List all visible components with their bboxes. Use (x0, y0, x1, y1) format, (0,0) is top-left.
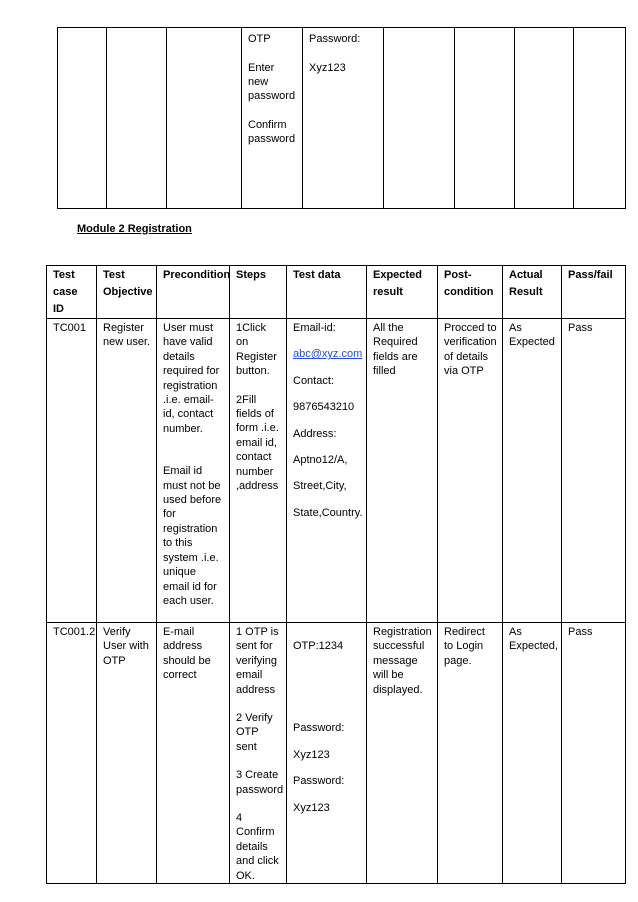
contact-label: Contact: (293, 374, 334, 387)
cell-expected-result: Registration successful message will be displayed. (367, 623, 438, 884)
cont-cell (107, 28, 167, 209)
table-header-row (47, 266, 626, 319)
cont-cell (515, 28, 574, 209)
cell-precondition: E-mail address should be correct (157, 623, 230, 884)
header-precondition: Precondition (157, 266, 230, 319)
table-row (47, 623, 626, 884)
address-label: Address: (293, 427, 337, 440)
cell-test-case-id: TC001 (47, 319, 97, 623)
header-actual-result: Actual Result (503, 266, 562, 319)
header-expected-result: Expected result (367, 266, 438, 319)
cell-expected-result: All the Required fields are filled (367, 319, 438, 623)
header-post-condition: Post- condition (438, 266, 503, 319)
test-case-table (46, 265, 626, 884)
password-value: Xyz123 (293, 801, 330, 814)
email-link[interactable]: abc@xyz.com (293, 348, 363, 361)
step-text: 4 (236, 812, 243, 825)
header-steps: Steps (230, 266, 287, 319)
cont-testdata-value: Xyz123 (309, 62, 346, 74)
address-value: Street,City, (293, 480, 347, 493)
address-value: Aptno12/A, (293, 454, 348, 467)
step-text: 3 Create password (236, 769, 284, 796)
precondition-text: Email id must not be used before for registration to this system .i.e. unique email id for each user. (163, 465, 222, 607)
password-label: Password: (293, 722, 345, 735)
cell-pass-fail: Pass (562, 623, 626, 884)
cell-pass-fail: Pass (562, 319, 626, 623)
precondition-text: User must have valid details required for registration .i.e. email-id, contact number. (163, 322, 220, 435)
header-test-case-id: Test case ID (47, 266, 97, 319)
cont-cell (455, 28, 515, 209)
email-label: Email-id: (293, 322, 336, 334)
step-text: 1Click on Register button. (236, 322, 277, 378)
step-text: 2Fill fields of form .i.e. email id, contact number ,address (236, 393, 279, 493)
table-row (47, 319, 626, 623)
cell-test-case-id: TC001.2 (47, 623, 97, 884)
cell-test-data (287, 319, 367, 623)
cont-testdata-cell (303, 28, 384, 209)
cont-step: OTP (248, 33, 271, 45)
cell-steps (230, 623, 287, 884)
step-text: 2 Verify OTP sent (236, 712, 273, 753)
cell-actual-result: As Expected (503, 319, 562, 623)
header-test-data: Test data (287, 266, 367, 319)
step-text: 1 OTP is sent for verifying email address (236, 626, 279, 696)
cell-test-objective: Register new user. (97, 319, 157, 623)
cell-test-objective: Verify User with OTP (97, 623, 157, 884)
cont-step: Confirm password (248, 119, 296, 145)
continuation-table (57, 27, 626, 209)
cell-post-condition: Redirect to Login page. (438, 623, 503, 884)
password-value: Xyz123 (293, 748, 330, 761)
cell-steps (230, 319, 287, 623)
cell-precondition (157, 319, 230, 623)
cell-actual-result: As Expected, (503, 623, 562, 884)
cont-cell (58, 28, 107, 209)
header-test-objective: Test Objective (97, 266, 157, 319)
otp-value: OTP:1234 (293, 640, 344, 652)
cell-test-data (287, 623, 367, 884)
contact-value: 9876543210 (293, 401, 355, 414)
password-label: Password: (293, 775, 345, 788)
cont-cell (384, 28, 455, 209)
cell-post-condition: Procced to verification of details via OTP (438, 319, 503, 623)
cont-steps-cell (242, 28, 303, 209)
step-text: Confirm details and click OK. (236, 826, 279, 882)
cont-cell (167, 28, 242, 209)
address-value: State,Country. (293, 506, 363, 519)
cont-testdata-label: Password: (309, 33, 361, 45)
cont-step: Enter new password (248, 62, 296, 102)
cont-cell (574, 28, 626, 209)
module-heading: Module 2 Registration (77, 223, 192, 235)
header-pass-fail: Pass/fail (562, 266, 626, 319)
